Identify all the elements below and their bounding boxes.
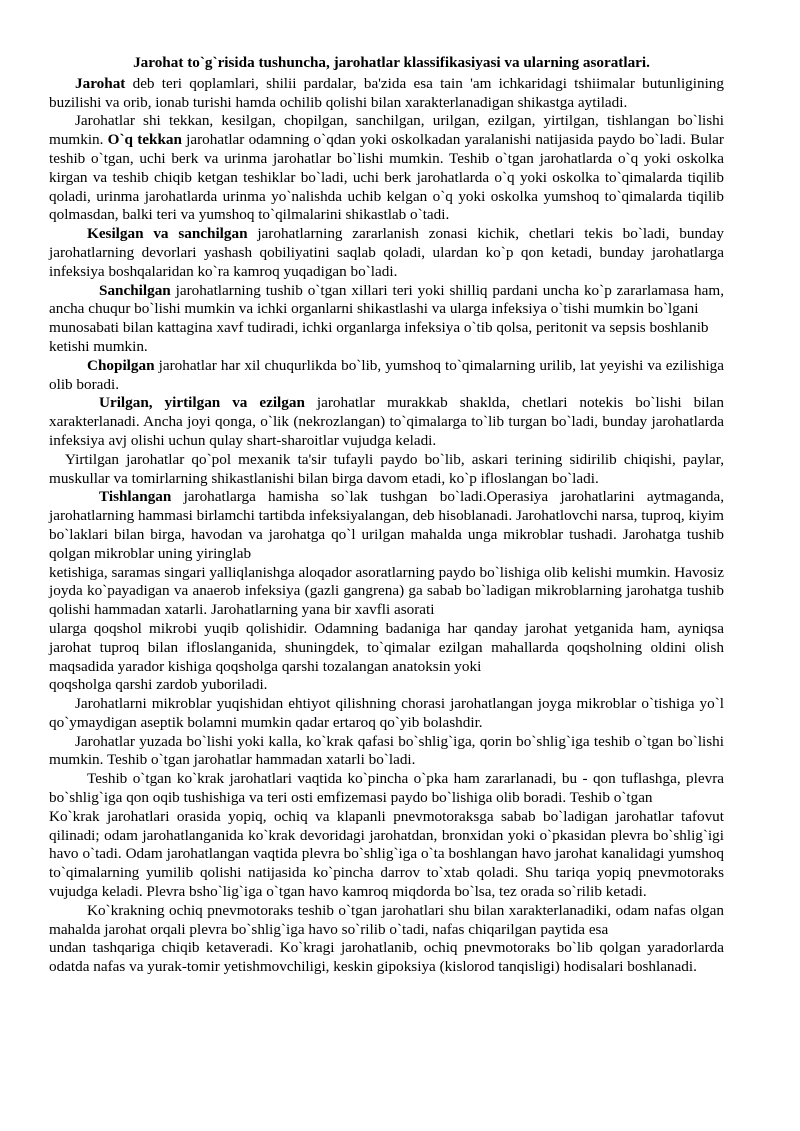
paragraph-3-text: jarohatlarning zararlanish zonasi kichik, chetlari tekis bo`ladi, bunday jarohatlarning devorlari yashash qobiliyatini saqlab qoladi, ulardan ko`p qon ketadi, bunday jarohatlarga infeksiya boshqalaridan ko`ra kamroq yuqadigan bo`ladi. (49, 225, 724, 280)
paragraph-4-text: jarohatlarning tushib o`tgan xillari teri yoki shilliq pardani uncha ko`p zararlamasa ham, ancha chuqur bo`lishi mumkin va ichki organlarni shikastlashi va ularga infeksiya o`tishi mumkin bo`lgani (49, 281, 724, 318)
term-tishlangan: Tishlangan (99, 488, 172, 506)
paragraph-15: Teshib o`tgan ko`krak jarohatlari vaqtida ko`pincha o`pka ham zararlanadi, bu - qon tuflashga, plevra bo`shlig`iga qon oqib tushishiga va teri osti emfizemasi paydo bo`lishiga olib boradi. Teshib o`tgan (49, 770, 724, 807)
paragraph-7 (49, 394, 724, 450)
paragraph-14: Jarohatlar yuzada bo`lishi yoki kalla, ko`krak qafasi bo`shlig`iga, qorin bo`shlig`iga teshib o`tgan bo`lishi mumkin. Teshib o`tgan jarohatlar hammadan xatarli bo`ladi. (49, 732, 724, 769)
term-jarohat: Jarohat (75, 74, 126, 92)
paragraph-8: Yirtilgan jarohatlar qo`pol mexanik ta'sir tufayli paydo bo`lib, askari terining sidirilib chiqishi, paylar, muskullar va tomirlarning shikastlanishi bilan birga davom etadi, ko`p ifloslangan bo`ladi. (49, 450, 724, 487)
paragraph-17: Ko`krakning ochiq pnevmotoraks teshib o`tgan jarohatlari shu bilan xarakterlanadiki, odam nafas olgan mahalda jarohat orqali plevra bo`shlig`iga havo so`rilib o`tadi, nafas chiqarilgan paytida esa (49, 901, 724, 938)
term-oq-tekkan: O`q tekkan (107, 131, 182, 149)
paragraph-3 (49, 225, 724, 281)
paragraph-6-text: jarohatlar har xil chuqurlikda bo`lib, yumshoq to`qimalarning urilib, lat yeyishi va ezilishiga olib boradi. (49, 356, 724, 393)
paragraph-6 (49, 357, 724, 395)
paragraph-11: ularga qoqshol mikrobi yuqib qolishidir. Odamning badaniga har qanday jarohat yetganida ham, ayniqsa jarohat tuproq bilan ifloslanganida, shuningdek, to`qimalar ezilgan mahallarda qoqsholning oldini olish maqsadida yarador kishiga qoqsholga qarshi tozalangan anatoksin yoki (49, 619, 724, 675)
paragraph-16: Ko`krak jarohatlari orasida yopiq, ochiq va klapanli pnevmotoraksga sabab bo`ladigan jarohatlar tafovut qilinadi; odam jarohatlanganida ko`krak devoridagi jarohatdan, bronxidan yoki o`pkasidan plevra bo`shlig`igi havo o`tadi. Odam jarohatlangan vaqtida plevra bo`shlig`iga o`ta boshlangan havo jarohat kanalidagi yumshoq to`qimalarning yumilib qolishi natijasida ko`pincha darrov to`xtab qoladi. Shu tariqa yopiq pnevmotoraks vujudga keladi. Plevra bsho`lig`iga o`tgan havo kamroq miqdorda bo`lsa, tez orada so`rilib ketadi. (49, 807, 724, 901)
paragraph-13: Jarohatlarni mikroblar yuqishidan ehtiyot qilishning chorasi jarohatlangan joyga mikroblar o`tishiga yo`l qo`ymaydigan aseptik bolamni mumkin qadar ertaroq qo`yib bolashdir. (49, 695, 724, 731)
paragraph-1-text: deb teri qoplamlari, shilii pardalar, ba'zida esa tain 'am ichkaridagi tshiimalar butunligining buzilishi va orib, ionab turishi hamda ochilib qolishi bilan xarakterlanadigan shikastga aytiladi. (49, 74, 724, 111)
term-sanchilgan: Sanchilgan (99, 281, 171, 299)
paragraph-1 (49, 75, 724, 113)
paragraph-9 (49, 488, 724, 563)
page-title: Jarohat to`g`risida tushuncha, jarohatlar klassifikasiyasi va ularning asoratlari. (133, 54, 650, 71)
paragraph-9-text: jarohatlarga hamisha so`lak tushgan bo`ladi.Operasiya jarohatlarini aytmaganda, jarohatlarning hammasi birlamchi tartibda infeksiyalangan, deb hisoblanadi. Jarohatlovchi narsa, tuproq, kiyim bo`laklari bilan birga, havodan va jarohatga qo`l urilgan mahalda unga mikroblar tushadi. Jarohatga tushib qolgan mikroblar uning yiringlab (49, 488, 724, 562)
paragraph-10: ketishiga, saramas singari yalliqlanishga aloqador asoratlarning paydo bo`lishiga olib kelishi mumkin. Havosiz joyda ko`payadigan va anaerob infeksiya (gazli gangrena) ga sabab bo`ladigan mikroblarning jarohatga tushib qolishi hammadan xatarli. Jarohatlarning yana bir xavfli asorati (49, 563, 724, 619)
term-urilgan-yirtilgan-ezilgan: Urilgan, yirtilgan va ezilgan (99, 394, 305, 412)
paragraph-2-text: jarohatlar odamning o`qdan yoki oskolkadan yaralanishi natijasida paydo bo`ladi. Bular teshib o`tgan, uchi berk va urinma jarohatlar bo`lishi mumkin. Teshib o`tgan jarohatlarda o`q yoki oskolka kirgan va teshib chiqib ketgan teshiklar bo`ladi, uchi berk jarohatlarda o`q yoki oskolka to`qimalarda tiqilib qoladi, urinma jarohatlarda urinma yo`nalishda uchib kelgan o`q yoki oskolka yumshoq to`qimalarda tiqilib qolmasdan, balki teri va yumshoq to`qilmalarini shikastlab o`tadi. (49, 131, 724, 224)
paragraph-7-text: jarohatlar murakkab shaklda, chetlari notekis bo`lishi bilan xarakterlanadi. Ancha joyi qonga, o`lik (nekrozlangan) to`qimalarga to`lib turgan bo`ladi, bunday jarohatlarda infeksiya avj olishi uchun qulay shart-sharoitlar vujudga keladi. (49, 394, 724, 449)
paragraph-4 (49, 282, 724, 320)
paragraph-5: munosabati bilan kattagina xavf tudiradi, ichki organlarga infeksiya o`tib qolsa, peritonit va sepsis boshlanib ketishi mumkin. (49, 319, 709, 355)
paragraph-2 (49, 112, 724, 225)
term-chopilgan: Chopilgan (87, 356, 155, 374)
paragraph-2-pre: Jarohatlar shi tekkan, kesilgan, chopilgan, sanchilgan, urilgan, ezilgan, yirtilgan, tishlangan bo`lishi mumkin. (49, 112, 724, 149)
paragraph-12: qoqsholga qarshi zardob yuboriladi. (49, 676, 268, 694)
term-kesilgan-sanchilgan: Kesilgan va sanchilgan (87, 225, 248, 243)
paragraph-18: undan tashqariga chiqib ketaveradi. Ko`kragi jarohatlanib, ochiq pnevmotoraks bo`lib qolgan yaradorlarda odatda nafas va yurak-tomir yetishmovchiligi, keskin gipoksiya (kislorod tanqisligi) hodisalari boshlanadi. (49, 939, 724, 976)
